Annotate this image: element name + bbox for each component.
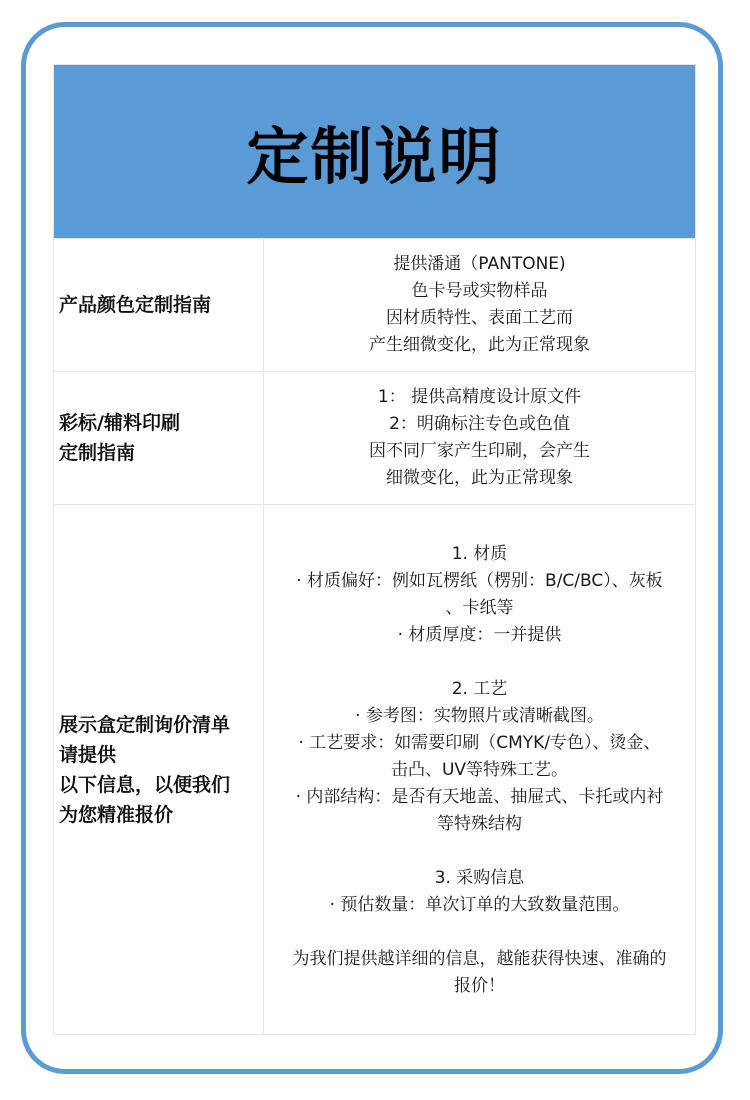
content-line: · 材质厚度：一并提供	[397, 624, 562, 645]
row-content-cell	[264, 505, 695, 1035]
content-line: · 预估数量：单次订单的大致数量范围。	[329, 894, 630, 915]
row-label-line: 以下信息，以便我们	[59, 774, 231, 796]
content-line: 、卡纸等	[445, 597, 514, 618]
row-label-cell	[54, 505, 264, 1035]
content-line: 为我们提供越详细的信息，越能获得快速、准确的	[292, 948, 667, 969]
row-content-cell	[264, 239, 695, 371]
table-row-color-guide	[54, 238, 695, 371]
row-label-cell	[54, 372, 264, 504]
row-content-cell	[264, 372, 695, 504]
content-line: 2. 工艺	[451, 678, 508, 699]
content-line: · 内部结构：是否有天地盖、抽屉式、卡托或内衬	[295, 786, 664, 807]
content-line: · 参考图：实物照片或清晰截图。	[355, 705, 604, 726]
content-line: 等特殊结构	[437, 813, 522, 834]
content-line: 因材质特性、表面工艺而	[386, 308, 573, 328]
content-line: 1： 提供高精度设计原文件	[377, 387, 582, 407]
table-row-quote-list	[54, 504, 695, 1035]
content-line: 因不同厂家产生印刷，会产生	[369, 441, 590, 461]
row-label-line: 产品颜色定制指南	[59, 294, 212, 316]
content-line: 产生细微变化，此为正常现象	[369, 335, 590, 355]
content-line: 细微变化，此为正常现象	[386, 468, 573, 488]
content-line: 色卡号或实物样品	[411, 281, 548, 301]
content-line: 击凸、UV等特殊工艺。	[390, 759, 569, 780]
row-label-line: 定制指南	[59, 442, 136, 464]
page-title: 定制说明	[246, 120, 503, 193]
row-label-line: 彩标/辅料印刷	[59, 412, 180, 434]
content-line: 报价！	[454, 975, 505, 996]
content-line: 1. 材质	[451, 543, 508, 564]
content-line: 3. 采购信息	[434, 867, 525, 888]
table-row-print-guide	[54, 371, 695, 504]
row-label-cell	[54, 239, 264, 371]
title-banner	[54, 65, 695, 238]
content-line: 2：明确标注专色或色值	[389, 414, 570, 434]
content-line: · 工艺要求：如需要印刷（CMYK/专色）、烫金、	[298, 732, 661, 753]
content-line: · 材质偏好：例如瓦楞纸（楞别：B/C/BC）、灰板	[296, 570, 663, 591]
row-label-line: 为您精准报价	[59, 804, 174, 826]
row-label-line: 展示盒定制询价清单	[59, 714, 231, 736]
spec-card	[53, 64, 696, 1035]
content-line: 提供潘通（PANTONE)	[393, 254, 566, 274]
row-label-line: 请提供	[59, 744, 117, 766]
